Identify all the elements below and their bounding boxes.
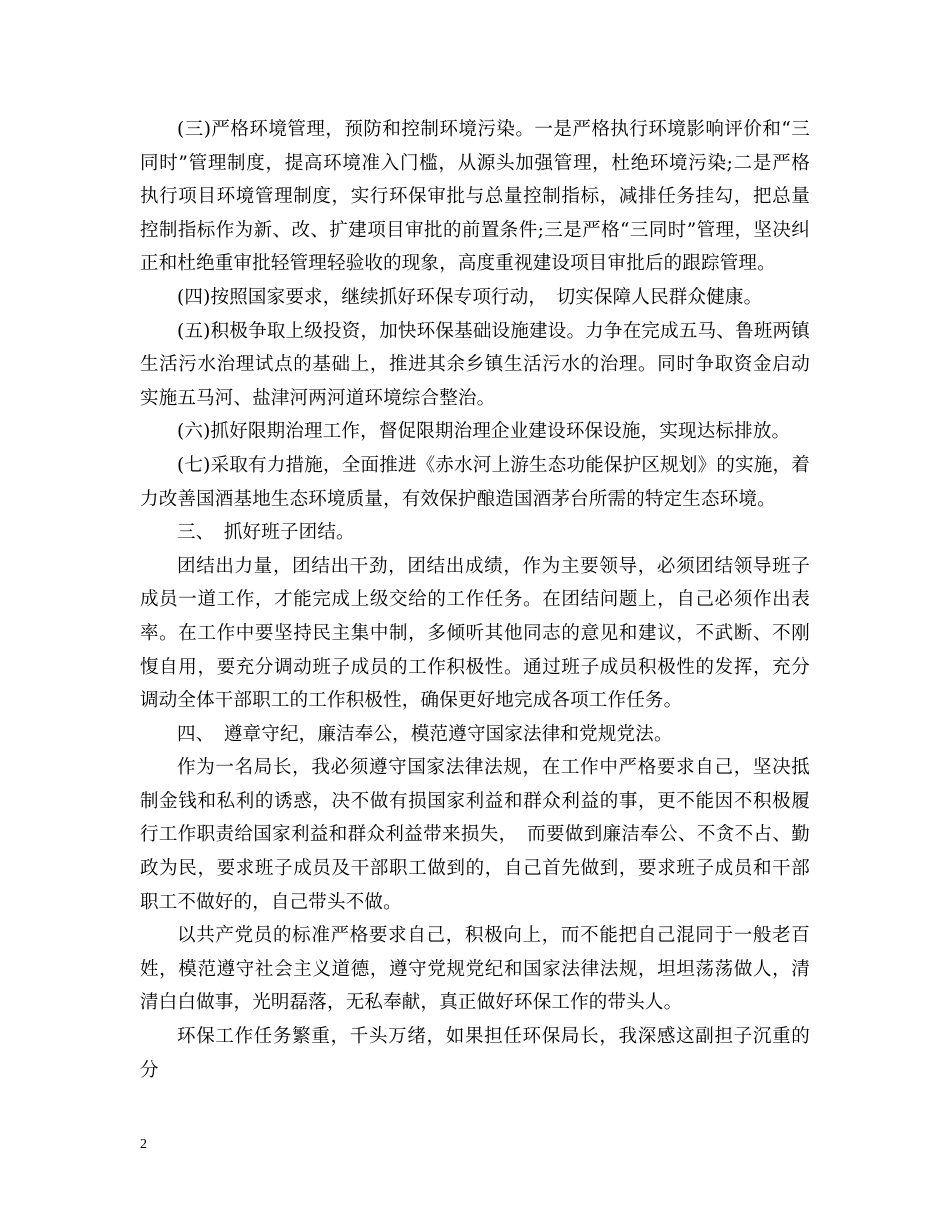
paragraph-party-member-standard: 以共产党员的标准严格要求自己，积极向上，而不能把自己混同于一般老百姓，模范遵守社会主义道德，遵守党规党纪和国家法律法规，坦坦荡荡做人，清清白白做事，光明磊落，无私奉献，真正做好环保工作的带头人。 [140, 925, 810, 1014]
heading-team-unity: 三、 抓好班子团结。 [177, 522, 355, 544]
paragraph-director-duty: 作为一名局长，我必须遵守国家法律法规，在工作中严格要求自己，坚决抵制金钱和私利的诱惑，决不做有损国家利益和群众利益的事，更不能因不积极履行工作职责给国家利益和群众利益带来损失， 而要做到廉洁奉公、不贪不占、勤政为民，要求班子成员及干部职工做到的，自己首先做到，要求班子成员和干部职工不做好的，自己带头不做。 [140, 757, 810, 913]
paragraph-team-unity: 团结出力量，团结出干劲，团结出成绩，作为主要领导，必须团结领导班子成员一道工作，才能完成上级交给的工作任务。在团结问题上，自己必须作出表率。在工作中要坚持民主集中制，多倾听其他同志的意见和建议，不武断、不刚愎自用，要充分调动班子成员的工作积极性。通过班子成员积极性的发挥，充分调动全体干部职工的工作积极性，确保更好地完成各项工作任务。 [140, 555, 810, 712]
page-number: 2 [140, 1137, 147, 1152]
paragraph-heavy-task: 环保工作任务繁重，千头万绪，如果担任环保局长，我深感这副担子沉重的分 [140, 1026, 810, 1081]
paragraph-section-5-infrastructure: (五)积极争取上级投资，加快环保基础设施建设。力争在完成五马、鲁班两镇生活污水治理试点的基础上，推进其余乡镇生活污水的治理。同时争取资金启动实施五马河、盐津河两河道环境综合整治。 [140, 320, 810, 409]
body-text [140, 113, 810, 1087]
paragraph-section-4-special-action: (四)按照国家要求，继续抓好环保专项行动， 切实保障人民群众健康。 [177, 286, 763, 308]
heading-discipline: 四、 遵章守纪，廉洁奉公，模范遵守国家法律和党规党法。 [177, 723, 673, 745]
paragraph-section-3-environment-management: (三)严格环境管理，预防和控制环境污染。一是严格执行环境影响评价和“三同时”管理制度，提高环境准入门槛，从源头加强管理，杜绝环境污染;二是严格执行项目环境管理制度，实行环保审批与总量控制指标，减排任务挂勾，把总量控制指标作为新、改、扩建项目审批的前置条件;三是严格“三同时”管理，坚决纠正和杜绝重审批轻管理轻验收的现象，高度重视建设项目审批后的跟踪管理。 [140, 119, 810, 275]
paragraph-section-7-chishui-river: (七)采取有力措施，全面推进《赤水河上游生态功能保护区规划》的实施，着力改善国酒基地生态环境质量，有效保护酿造国酒茅台所需的特定生态环境。 [140, 454, 810, 510]
paragraph-section-6-deadline-treatment: (六)抓好限期治理工作，督促限期治理企业建设环保设施，实现达标排放。 [177, 421, 791, 443]
